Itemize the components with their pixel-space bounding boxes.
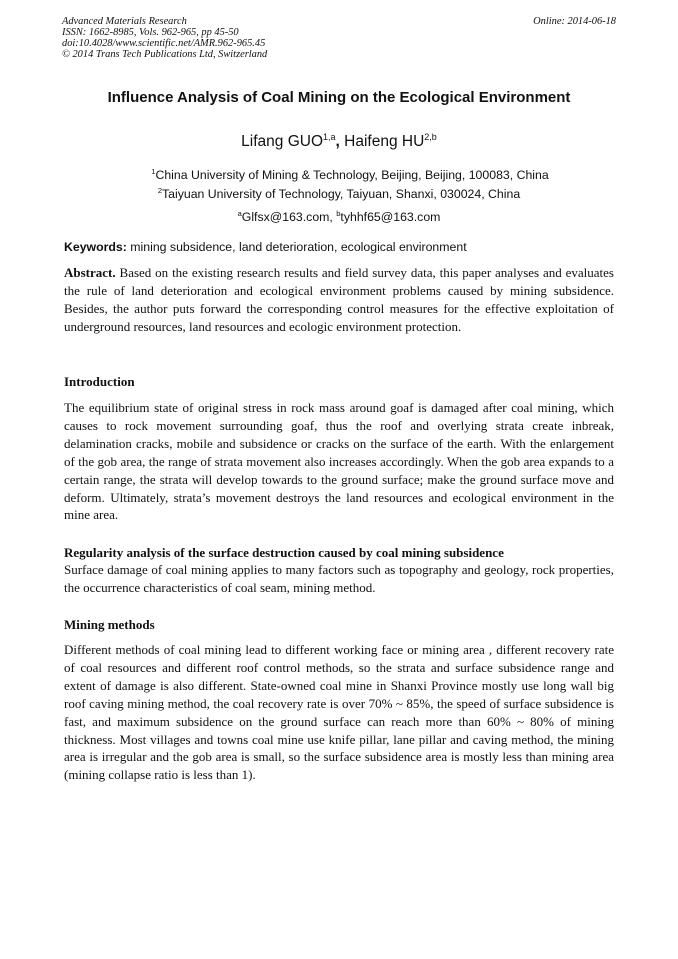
regularity-paragraph: Surface damage of coal mining applies to many factors such as topography and geology, rock properties, the occurrence characteristics of coal seam, mining method. (64, 562, 614, 595)
affiliation-2-text: Taiyuan University of Technology, Taiyuan, Shanxi, 030024, China (161, 187, 521, 201)
issn-line: ISSN: 1662-8985, Vols. 962-965, pp 45-50 (62, 27, 239, 38)
online-date: Online: 2014-06-18 (533, 16, 616, 27)
introduction-paragraph: The equilibrium state of original stress in rock mass around goaf is damaged after coal mining, which causes to rock movement surrounding goaf, thus the roof and overlying strata create inbreak, delamination cracks, mobile and subsidence or cracks on the surface of the earth. With the enlargement of the gob area, the range of strata movement also increases accordingly. When the gob area expands to a certain range, the strata will develop towards to the ground surface; make the ground surface move and deform. Ultimately, strata’s movement destroys the land resources and ecological environment in the mine area. (64, 400, 614, 523)
email-line (0, 209, 678, 224)
abstract-text: Based on the existing research results and field survey data, this paper analyses and evaluates the rule of land deterioration and ecological environment problems caused by mining subsidence. Besides, the author puts forward the corresponding control measures for the effective exploitation of underground resources, land resources and ecologic environment protection. (64, 265, 614, 334)
keywords-label: Keywords: (64, 240, 127, 254)
author-2-superscript: 2,b (424, 132, 437, 142)
keywords-text: mining subsidence, land deterioration, ecological environment (126, 240, 467, 254)
mining-methods-heading: Mining methods (64, 617, 155, 632)
doi-line: doi:10.4028/www.scientific.net/AMR.962-965.45 (62, 38, 266, 49)
author-separator: , (335, 133, 340, 150)
copyright-line: © 2014 Trans Tech Publications Ltd, Switzerland (62, 49, 268, 60)
email-a-superscript: a (237, 209, 242, 218)
journal-header (62, 16, 616, 60)
journal-name: Advanced Materials Research (62, 16, 187, 27)
affiliation-1-text: China University of Mining & Technology, Beijing, Beijing, 100083, China (155, 168, 549, 182)
affiliation-2-superscript: 2 (157, 186, 162, 195)
affiliation-1 (0, 167, 678, 182)
affiliation-2 (0, 186, 678, 201)
regularity-heading: Regularity analysis of the surface destruction caused by coal mining subsidence (64, 545, 504, 560)
email-b: tyhhf65@163.com (340, 210, 441, 224)
introduction-heading: Introduction (64, 374, 135, 389)
author-line (0, 132, 678, 151)
abstract-label: Abstract. (64, 265, 116, 280)
author-1-name: Lifang GUO (241, 133, 324, 150)
keywords-line (64, 240, 614, 254)
email-a: Glfsx@163.com, (241, 210, 337, 224)
abstract-paragraph (64, 264, 614, 336)
affiliation-1-superscript: 1 (151, 167, 156, 176)
author-2-name: Haifeng HU (344, 133, 425, 150)
email-b-superscript: b (336, 209, 341, 218)
author-1-superscript: 1,a (323, 132, 336, 142)
paper-title: Influence Analysis of Coal Mining on the Ecological Environment (107, 89, 571, 106)
mining-methods-paragraph: Different methods of coal mining lead to different working face or mining area , different recovery rate of coal resources and different roof control methods, so the strata and surface subsidence range and extent of damage is also different. State-owned coal mine in Shanxi Province mostly use long wall big roof caving mining method, the coal recovery rate is over 70% ~ 85%, the speed of surface subsidence is fast, and maximum subsidence on the ground surface can reach more than 60% ~ 80% of mining thickness. Most villages and towns coal mine use knife pillar, lane pillar and caving method, the mining area is irregular and the gob area is small, so the surface subsidence area is mostly less than mining area (mining collapse ratio is less than 1). (64, 642, 614, 783)
